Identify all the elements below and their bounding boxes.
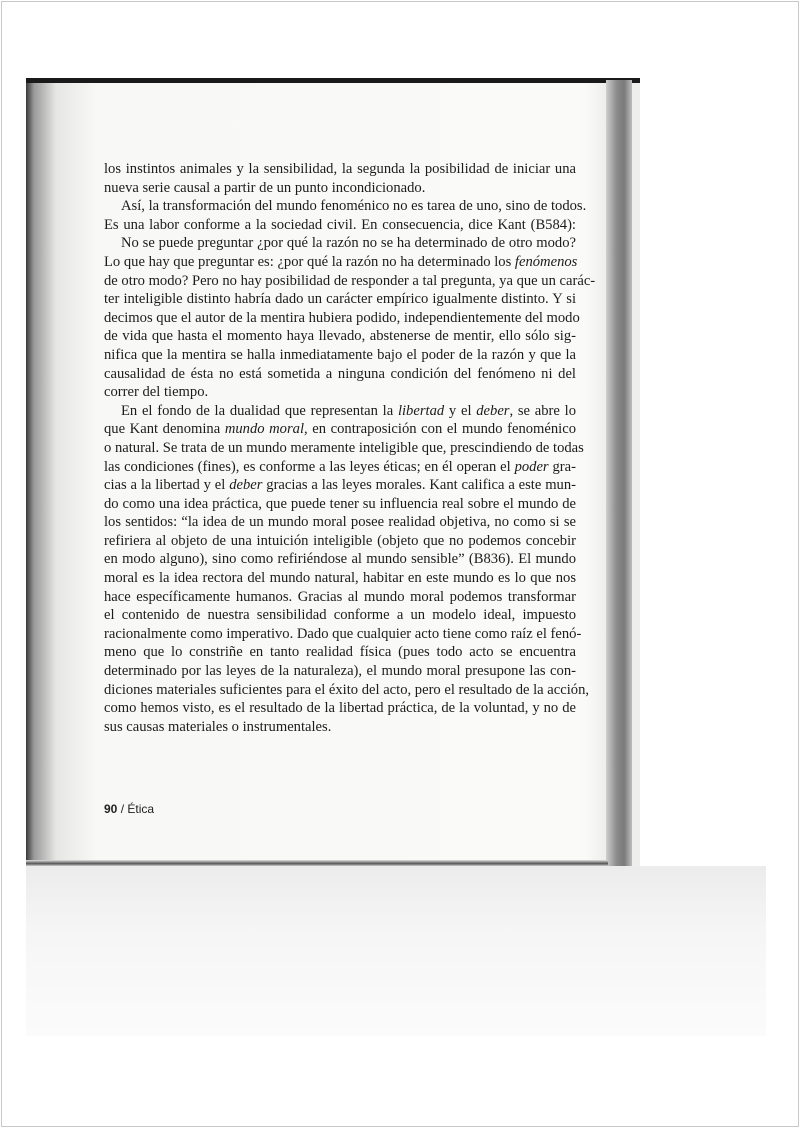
text-segment: determinado por las leyes de la naturaleza), el mundo moral presupone las con- (104, 663, 576, 680)
text-line (104, 197, 587, 216)
text-line (104, 402, 576, 421)
book-title: Ética (127, 802, 155, 816)
text-line (104, 290, 576, 309)
text-segment: nueva serie causal a partir de un punto incondicionado. (104, 179, 426, 196)
text-line (104, 439, 584, 458)
text-line (104, 216, 576, 235)
text-line (104, 513, 576, 532)
text-segment: En el fondo de la dualidad que representan la (121, 402, 398, 419)
text-segment: refiriera al objeto de una intuición inteligible (objeto que no podemos concebir (104, 532, 576, 549)
text-line (104, 681, 590, 700)
text-line (104, 643, 576, 662)
text-segment: hace específicamente humanos. Gracias al mundo moral podemos transformar (104, 588, 576, 605)
scanner-background (26, 866, 766, 1036)
text-line (104, 458, 576, 477)
text-segment: meno que lo constriñe en tanto realidad física (pues todo acto se encuentra (104, 644, 576, 661)
body-text (104, 160, 596, 736)
text-line (104, 383, 576, 402)
text-line (104, 588, 576, 607)
page-top-edge-shadow (26, 78, 640, 83)
text-segment: Así, la transformación del mundo fenoménico no es tarea de uno, sino de todos. (121, 198, 587, 215)
text-segment: racionalmente como imperativo. Dado que cualquier acto tiene como raíz el fenó- (104, 625, 582, 642)
text-segment: decimos que el autor de la mentira hubiera podido, independientemente del modo (104, 309, 580, 326)
text-segment: el contenido de nuestra sensibilidad conforme a un modelo ideal, impuesto (104, 607, 576, 624)
text-segment: de vida que hasta el momento haya llevado, abstenerse de mentir, ello sólo sig- (104, 328, 576, 345)
text-segment: , en contraposición con el mundo fenoménico (304, 421, 577, 438)
text-segment: cias a la libertad y el (104, 477, 230, 494)
text-segment: , se abre lo (509, 402, 576, 419)
text-line (104, 365, 576, 384)
text-line (104, 606, 576, 625)
text-segment: los instintos animales y la sensibilidad, la segunda la posibilidad de iniciar una (104, 161, 576, 177)
text-line (104, 550, 576, 569)
italic-term: libertad (397, 402, 445, 419)
footer-separator: / (117, 802, 128, 816)
italic-term: deber (229, 477, 263, 494)
page-number: 90 (104, 802, 118, 816)
text-line (104, 160, 576, 179)
text-line (104, 179, 576, 198)
italic-term: fenómenos (514, 253, 578, 270)
text-segment: No se puede preguntar ¿por qué la razón no se ha determinado de otro modo? (121, 235, 576, 252)
text-line (104, 346, 576, 365)
text-segment: o natural. Se trata de un mundo meramente inteligible que, prescindiendo de todas (104, 439, 584, 456)
text-line (104, 327, 576, 346)
text-segment: en modo alguno), sino como refiriéndose al mundo sensible” (B836). El mundo (104, 551, 576, 568)
text-line (104, 253, 576, 272)
text-line (104, 699, 576, 718)
text-line (104, 272, 596, 291)
italic-term: poder (514, 458, 549, 475)
text-segment: de otro modo? Pero no hay posibilidad de responder a tal pregunta, ya que un carác- (104, 272, 596, 289)
text-line (104, 532, 576, 551)
text-segment: moral es la idea rectora del mundo natural, habitar en este mundo es lo que nos (104, 570, 576, 587)
page-footer (104, 802, 154, 816)
text-segment: Es una labor conforme a la sociedad civil. En consecuencia, dice Kant (B584): (104, 216, 576, 233)
book-spine-shadow (606, 80, 632, 868)
text-segment: y el (444, 402, 477, 419)
text-segment: sus causas materiales o instrumentales. (104, 718, 332, 735)
text-line (104, 569, 576, 588)
text-segment: las condiciones (fines), es conforme a las leyes éticas; en él operan el (104, 458, 515, 475)
text-segment: los sentidos: “la idea de un mundo moral posee realidad objetiva, no como si se (104, 514, 576, 531)
italic-term: deber (476, 402, 510, 419)
text-segment: Lo que hay que preguntar es: ¿por qué la razón no ha determinado los (104, 253, 515, 270)
text-line (104, 495, 576, 514)
text-segment: causalidad de ésta no está sometida a ninguna condición del fenómeno ni del (104, 365, 576, 382)
text-segment: gra- (548, 458, 576, 475)
text-segment: ter inteligible distinto habría dado un carácter empírico igualmente distinto. Y si (104, 291, 576, 308)
text-segment: nifica que la mentira se halla inmediatamente bajo el poder de la razón y que la (104, 346, 576, 363)
text-segment: gracias a las leyes morales. Kant califica a este mun- (262, 477, 576, 494)
text-segment: que Kant denomina (104, 421, 225, 438)
text-line (104, 234, 576, 253)
text-line (104, 662, 576, 681)
text-line (104, 718, 576, 737)
text-segment: do como una idea práctica, que puede tener su influencia real sobre el mundo de (104, 495, 576, 512)
text-line (104, 420, 576, 439)
text-segment: como hemos visto, es el resultado de la libertad práctica, de la voluntad, y no de (104, 700, 576, 717)
italic-term: mundo moral (224, 421, 305, 438)
text-line (104, 309, 580, 328)
text-line (104, 476, 576, 495)
text-segment: diciones materiales suficientes para el éxito del acto, pero el resultado de la acción, (104, 681, 590, 698)
text-line (104, 625, 582, 644)
text-segment: correr del tiempo. (104, 384, 209, 401)
